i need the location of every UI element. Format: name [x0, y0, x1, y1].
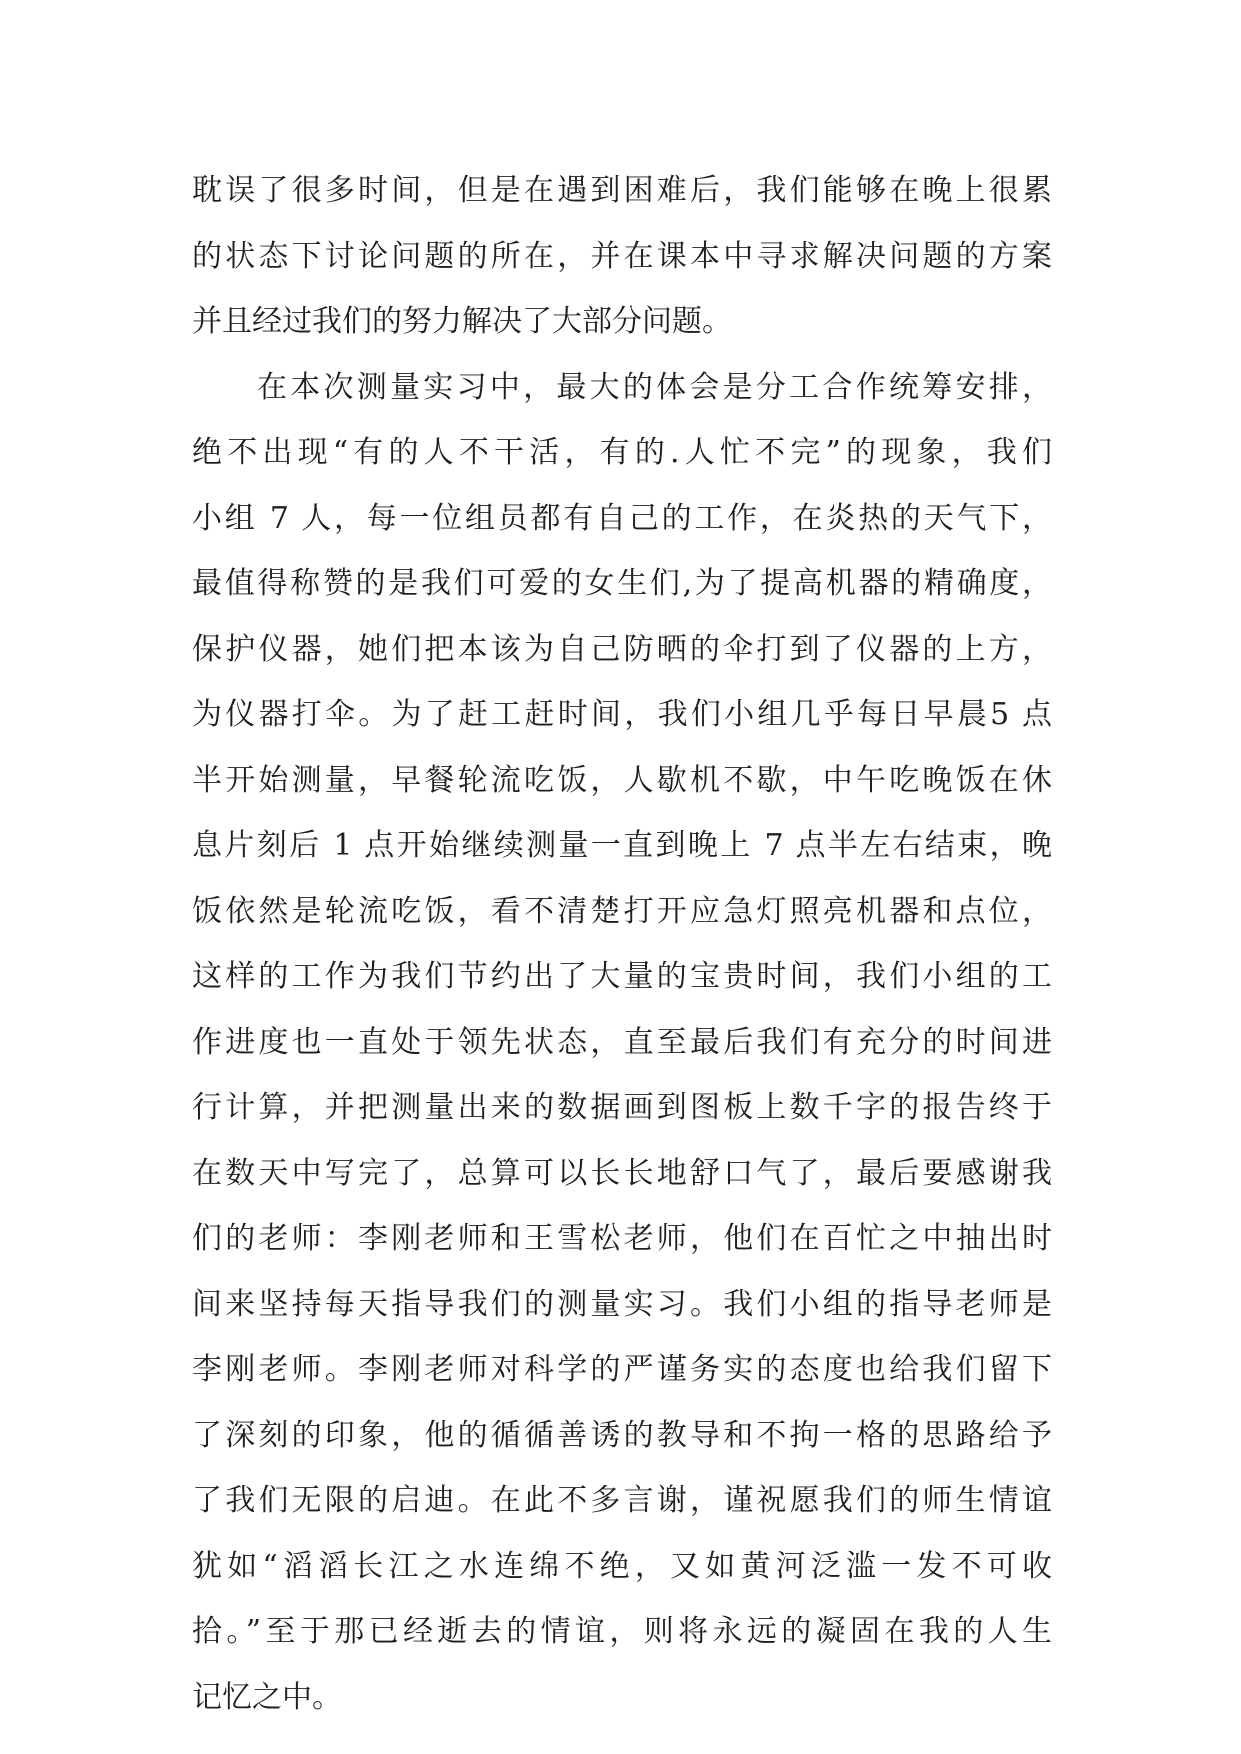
text-line: 为仪器打伞。为了赶工赶时间，我们小组几乎每日早晨5 点 — [192, 697, 1052, 732]
text-line: 了我们无限的启迪。在此不多言谢，谨祝愿我们的师生情谊 — [192, 1483, 1052, 1518]
text-line: 间来坚持每天指导我们的测量实习。我们小组的指导老师是 — [192, 1286, 1052, 1322]
text-line: 李刚老师。李刚老师对科学的严谨务实的态度也给我们留下 — [192, 1352, 1052, 1387]
text-line: 拾。”至于那已经逝去的情谊，则将永远的凝固在我的人生 — [192, 1614, 1052, 1649]
text-line: 作进度也一直处于领先状态，直至最后我们有充分的时间进 — [192, 1024, 1052, 1060]
text-line: 在本次测量实习中，最大的体会是分工合作统筹安排， — [257, 369, 1052, 405]
text-line: 这样的工作为我们节约出了大量的宝贵时间，我们小组的工 — [192, 959, 1052, 994]
paragraph-continued — [192, 158, 1052, 355]
text-line: 并且经过我们的努力解决了大部分问题。 — [192, 304, 732, 339]
text-line: 绝不出现“有的人不干活，有的.人忙不完”的现象，我们 — [192, 435, 1052, 470]
text-line: 饭依然是轮流吃饭，看不清楚打开应急灯照亮机器和点位， — [192, 893, 1052, 929]
paragraph-main — [192, 355, 1052, 1731]
text-line: 的状态下讨论问题的所在，并在课本中寻求解决问题的方案 — [192, 238, 1052, 274]
text-line: 行计算，并把测量出来的数据画到图板上数千字的报告终于 — [192, 1090, 1052, 1125]
text-line: 了深刻的印象，他的循循善诱的教导和不拘一格的思路给予 — [192, 1417, 1052, 1453]
text-line: 保护仪器，她们把本该为自己防晒的伞打到了仪器的上方， — [192, 631, 1052, 667]
text-line: 最值得称赞的是我们可爱的女生们,为了提高机器的精确度， — [192, 566, 1052, 601]
text-line: 耽误了很多时间，但是在遇到困难后，我们能够在晚上很累 — [192, 173, 1052, 208]
text-line: 息片刻后 1 点开始继续测量一直到晚上 7 点半左右结束，晚 — [192, 828, 1052, 863]
text-line: 半开始测量，早餐轮流吃饭，人歇机不歇，中午吃晚饭在休 — [192, 762, 1052, 798]
text-line: 在数天中写完了，总算可以长长地舒口气了，最后要感谢我 — [192, 1155, 1052, 1191]
document-body — [192, 158, 1052, 1730]
text-line: 犹如“滔滔长江之水连绵不绝，又如黄河泛滥一发不可收 — [192, 1548, 1052, 1584]
text-line: 们的老师：李刚老师和王雪松老师，他们在百忙之中抽出时 — [192, 1221, 1052, 1256]
text-line: 小组 7 人，每一位组员都有自己的工作，在炎热的天气下， — [192, 500, 1052, 536]
text-line: 记忆之中。 — [192, 1679, 342, 1715]
